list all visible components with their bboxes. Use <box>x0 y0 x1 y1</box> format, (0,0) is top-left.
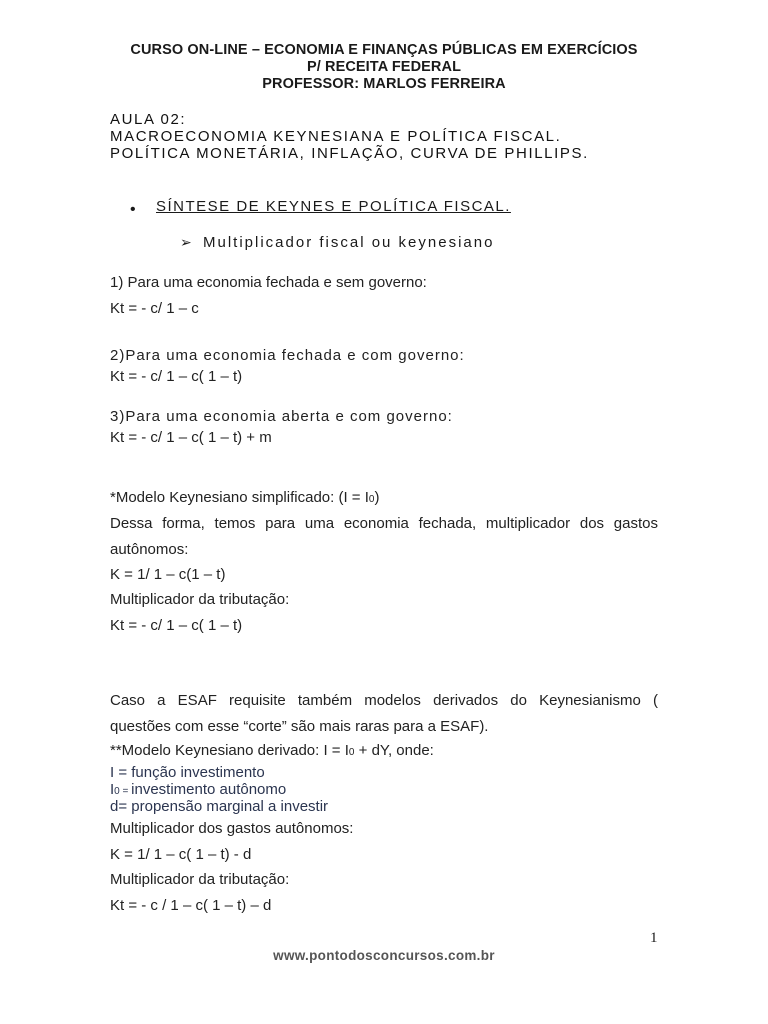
aula-topic-2: POLÍTICA MONETÁRIA, INFLAÇÃO, CURVA DE PHILLIPS. <box>110 145 589 162</box>
definition-investment: I = função investimento <box>110 764 265 781</box>
simplified-k-formula: K = 1/ 1 – c(1 – t) <box>110 566 226 583</box>
simplified-paragraph-line-2: autônomos: <box>110 541 189 558</box>
item-3-title: 3)Para uma economia aberta e com governo: <box>110 408 453 425</box>
simplified-kt-formula: Kt = - c/ 1 – c( 1 – t) <box>110 617 243 634</box>
arrow-bullet-icon: ➢ <box>180 234 192 250</box>
aula-topic-1: MACROECONOMIA KEYNESIANA E POLÍTICA FISCAL. <box>110 128 562 145</box>
item-2-title: 2)Para uma economia fechada e com governo: <box>110 347 465 364</box>
esaf-paragraph-line-1: Caso a ESAF requisite também modelos derivados do Keynesianismo ( <box>110 692 658 709</box>
definition-autonomous-investment: I0 = investimento autônomo <box>110 781 287 798</box>
item-1-title: 1) Para uma economia fechada e sem governo: <box>110 274 427 291</box>
simplified-paragraph-line-1: Dessa forma, temos para uma economia fechada, multiplicador dos gastos <box>110 515 658 532</box>
simplified-model-heading: *Modelo Keynesiano simplificado: (I = I0) <box>110 489 380 506</box>
item-2-formula: Kt = - c/ 1 – c( 1 – t) <box>110 368 243 385</box>
aula-number: AULA 02: <box>110 111 187 128</box>
derived-model-heading: **Modelo Keynesiano derivado: I = I0 + dY, onde: <box>110 742 434 759</box>
subsection-title: Multiplicador fiscal ou keynesiano <box>203 234 495 251</box>
header-target: P/ RECEITA FEDERAL <box>306 59 462 75</box>
header-professor: PROFESSOR: MARLOS FERREIRA <box>262 76 506 92</box>
simplified-trib-label: Multiplicador da tributação: <box>110 591 290 608</box>
item-1-formula: Kt = - c/ 1 – c <box>110 300 199 317</box>
footer-url: www.pontodosconcursos.com.br <box>273 948 495 963</box>
page-number: 1 <box>650 930 658 946</box>
section-title: SÍNTESE DE KEYNES E POLÍTICA FISCAL. <box>156 198 511 215</box>
esaf-paragraph-line-2: questões com esse “corte” são mais raras para a ESAF). <box>110 718 489 735</box>
derived-k-formula: K = 1/ 1 – c( 1 – t) - d <box>110 846 252 863</box>
derived-gastos-label: Multiplicador dos gastos autônomos: <box>110 820 354 837</box>
derived-trib-label: Multiplicador da tributação: <box>110 871 290 888</box>
definition-propensity: d= propensão marginal a investir <box>110 798 329 815</box>
item-3-formula: Kt = - c/ 1 – c( 1 – t) + m <box>110 429 272 446</box>
bullet-icon: • <box>130 201 136 218</box>
header-course: CURSO ON-LINE – ECONOMIA E FINANÇAS PÚBLICAS EM EXERCÍCIOS <box>130 42 638 58</box>
derived-kt-formula: Kt = - c / 1 – c( 1 – t) – d <box>110 897 272 914</box>
